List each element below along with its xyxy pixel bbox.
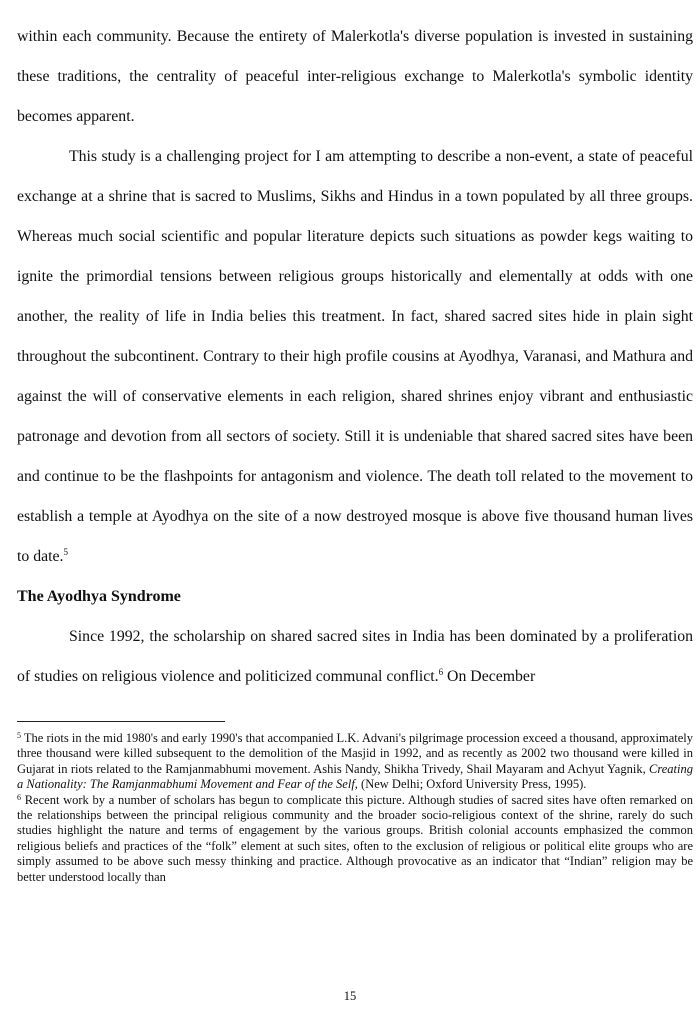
footnote-6 — [17, 793, 693, 885]
footnote-ref-6[interactable]: 6 — [438, 667, 444, 677]
footnote-5-number: 5 — [17, 731, 21, 740]
footnotes — [17, 731, 693, 885]
paragraph-since-1992-text: Since 1992, the scholarship on shared sacred sites in India has been dominated by a proliferation of studies on religious violence and politicized communal conflict. — [17, 628, 693, 685]
footnote-ref-5[interactable]: 5 — [63, 547, 68, 557]
footnote-divider — [17, 721, 225, 722]
page-number: 15 — [343, 989, 357, 1003]
paragraph-study-text: This study is a challenging project for I am attempting to describe a non-event, a state of peaceful exchange at a shrine that is sacred to Muslims, Sikhs and Hindus in a town populated by all three groups. Whereas much social scientific and popular literature depicts such situations as powder kegs waiting to ignite the primordial tensions between religious groups historically and elementally at odds with one another, the reality of life in India belies this treatment. In fact, shared sacred sites hide in plain sight throughout the subcontinent. Contrary to their high profile cousins at Ayodhya, Varanasi, and Mathura and against the will of conservative elements in each religion, shared shrines enjoy vibrant and enthusiastic patronage and devotion from all sectors of society. Still it is undeniable that shared sacred sites have been and continue to be the flashpoints for antagonism and violence. The death toll related to the movement to establish a temple at Ayodhya on the site of a now destroyed mosque is above five thousand human lives to date. — [17, 148, 693, 565]
section-heading: The Ayodhya Syndrome — [17, 588, 181, 605]
paragraph-study — [17, 137, 693, 577]
footnote-6-number: 6 — [17, 792, 21, 802]
document-page — [17, 0, 693, 885]
footnote-5-publisher: (New Delhi; Oxford University Press, 1995). — [357, 777, 587, 792]
paragraph-since-1992-tail: On December — [443, 668, 536, 685]
footnote-5-text: The riots in the mid 1980's and early 1990's that accompanied L.K. Advani's pilgrimage procession exceed a thousand, approximately three thousand were killed subsequent to the demolition of the Masjid in 1992, and as recently as 2002 two thousand were killed in Gujarat in riots related to the Ramjanmabhumi movement. Ashis Nandy, Shikha Trivedy, Shail Mayaram and Achyut Yagnik, — [17, 731, 693, 776]
footnote-5-book-title: Creating a Nationality: The Ramjanmabhumi Movement and Fear of the Self, — [17, 761, 693, 792]
footnote-5 — [17, 731, 693, 793]
paragraph-since-1992 — [17, 617, 693, 697]
footnote-6-text: Recent work by a number of scholars has begun to complicate this picture. Although studies of sacred sites have often remarked on the relationships between the principal religious community and the broader socio-religious context of the shrine, rarely do such studies highlight the nature and terms of engagement by the various groups. British colonial accounts emphasized the common religious beliefs and practices of the “folk” element at such sites, often to the exclusion of religious or political elite groups who are simply assumed to be above such messy thinking and practice. Although provocative as an indicator that “Indian” religion may be better understood locally than — [17, 792, 693, 884]
paragraph-continuation: within each community. Because the entirety of Malerkotla's diverse population is invested in sustaining these traditions, the centrality of peaceful inter-religious exchange to Malerkotla's symbolic identity becomes apparent. — [17, 28, 693, 125]
